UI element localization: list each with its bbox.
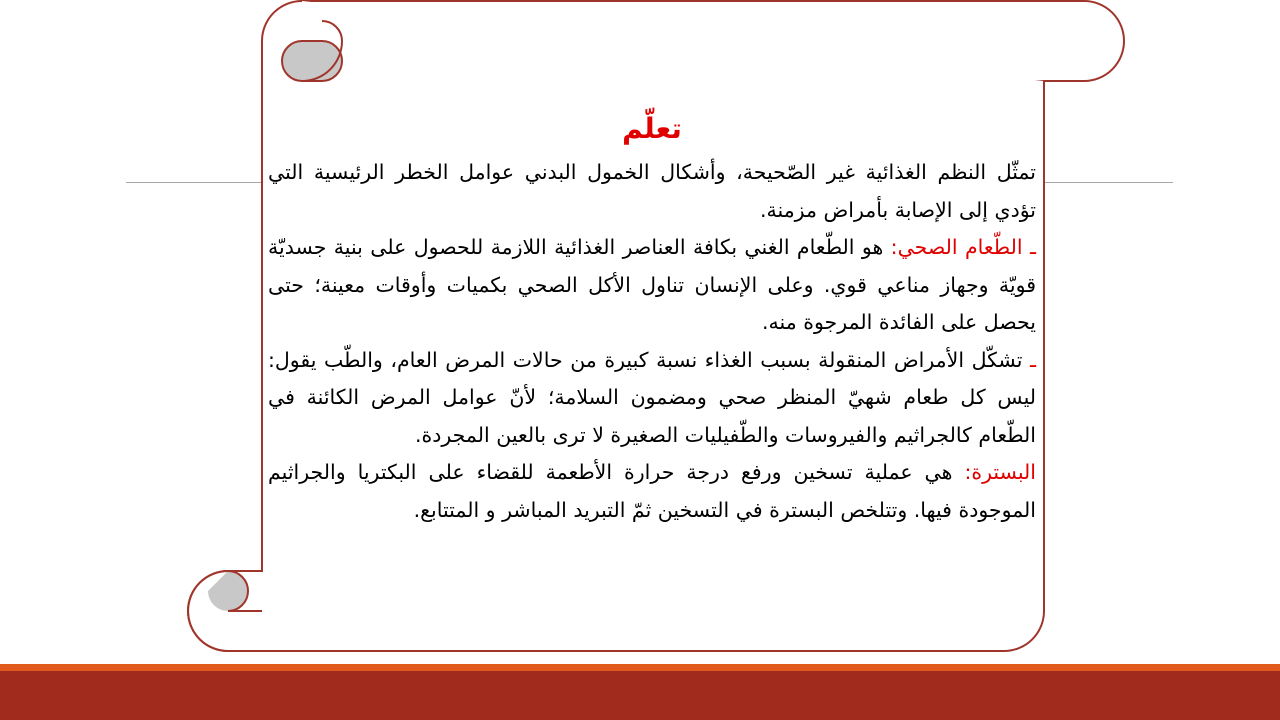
foodborne-disease-paragraph [268, 342, 1036, 455]
pasteurization-paragraph [268, 454, 1036, 529]
intro-paragraph: تمثّل النظم الغذائية غير الصّحيحة، وأشكال الخمول البدني عوامل الخطر الرئيسية التي تؤدي إلى الإصابة بأمراض مزمنة. [268, 160, 1036, 222]
foodborne-disease-text: تشكّل الأمراض المنقولة بسبب الغذاء نسبة كبيرة من حالات المرض العام، والطّب يقول: ليس كل طعام شهيّ المنظر صحي ومضمون السلامة؛ لأنّ عوامل المرض الكائنة في الطّعام كالجراثيم والفيروسات والطّفيليات الصغيرة لا ترى بالعين المجردة. [268, 347, 1036, 447]
scroll-curl-top [282, 41, 342, 81]
footer-bar [0, 671, 1280, 720]
footer-accent-stripe [0, 664, 1280, 671]
lesson-title: تعلّم [622, 112, 682, 145]
scroll-content [268, 106, 1036, 529]
healthy-food-term: الطّعام الصحي: [890, 235, 1023, 259]
pasteurization-term: البسترة: [964, 460, 1036, 484]
healthy-food-paragraph [268, 229, 1036, 342]
bullet-marker: ـ [1029, 347, 1036, 372]
bullet-marker: ـ [1029, 235, 1036, 259]
healthy-food-text: هو الطّعام الغني بكافة العناصر الغذائية اللازمة للحصول على بنية جسديّة قويّة وجهاز مناعي قوي. وعلى الإنسان تناول الأكل الصحي بكميات وأوقات معينة؛ حتى يحصل على الفائدة المرجوة منه. [268, 235, 1036, 334]
pasteurization-text: هي عملية تسخين ورفع درجة حرارة الأطعمة للقضاء على البكتريا والجراثيم الموجودة فيها. وتتلخص البسترة في التسخين ثمّ التبريد المباشر و المتتابع. [268, 460, 1036, 522]
